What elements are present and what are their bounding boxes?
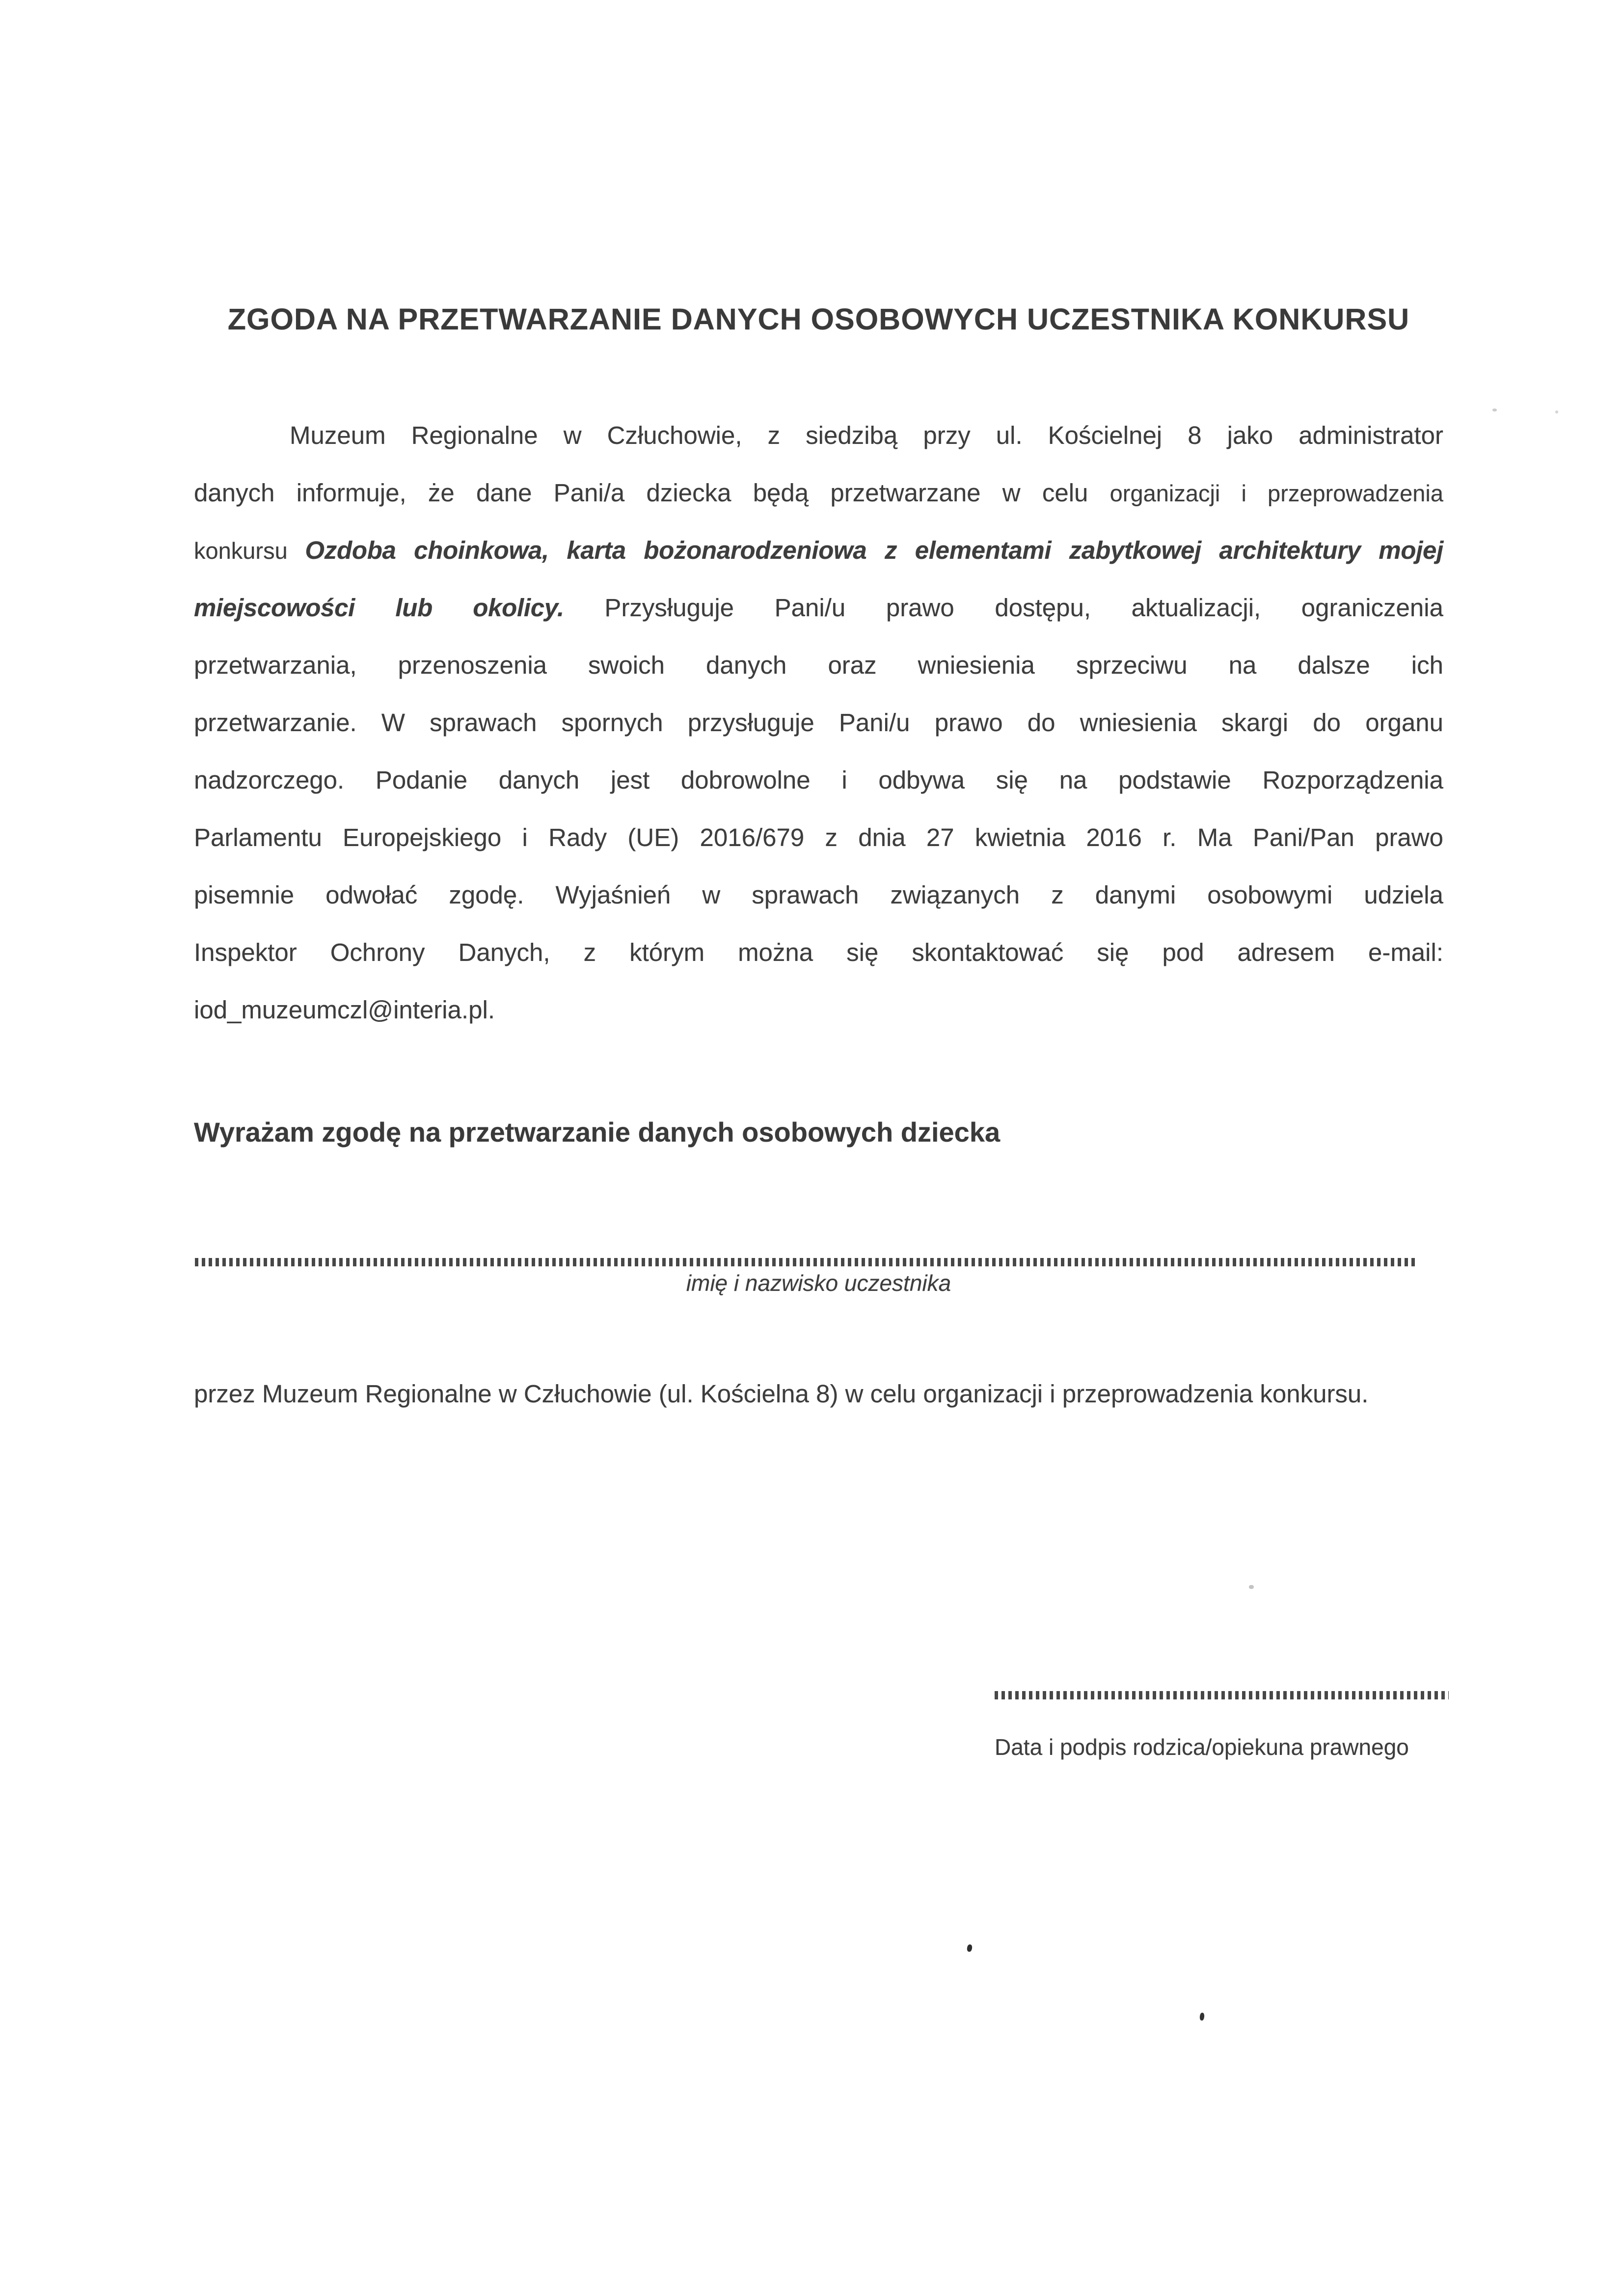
paragraph-text-segment: iod_muzeumczl@interia.pl.: [194, 996, 495, 1024]
paragraph-text-segment: Parlamentu Europejskiego i Rady (UE) 2016/679 z dnia 27 kwietnia 2016 r. Ma Pani/Pan prawo: [194, 823, 1443, 851]
paragraph-line: [194, 751, 1443, 809]
paragraph-line: [194, 981, 1443, 1039]
date-signature-dotted-line: [995, 1691, 1449, 1699]
paragraph-text-segment: przetwarzanie. W sprawach spornych przysługuje Pani/u prawo do wniesienia skargi do organu: [194, 709, 1443, 737]
paragraph-line: [194, 924, 1443, 981]
document-title: ZGODA NA PRZETWARZANIE DANYCH OSOBOWYCH UCZESTNIKA KONKURSU: [227, 302, 1410, 336]
scan-artifact-speck: [1199, 2013, 1205, 2021]
paragraph-line: [194, 694, 1443, 751]
paragraph-text-segment: Przysługuje Pani/u prawo dostępu, aktualizacji, ograniczenia: [564, 594, 1443, 622]
paragraph-text-segment: Muzeum Regionalne w Człuchowie, z siedzibą przy ul. Kościelnej 8 jako administrator: [290, 421, 1443, 449]
paragraph-text-segment: miejscowości lub okolicy.: [194, 594, 564, 622]
scan-artifact-speck: [1249, 1585, 1254, 1589]
paragraph-line: [194, 464, 1443, 521]
paragraph-text-segment: organizacji i przeprowadzenia: [1109, 480, 1443, 506]
paragraph-line: [194, 636, 1443, 694]
paragraph-line: [194, 866, 1443, 924]
paragraph-text-segment: Inspektor Ochrony Danych, z którym można się skontaktować się pod adresem e-mail:: [194, 938, 1443, 966]
paragraph-line: [194, 521, 1443, 579]
paragraph-text-segment: danych informuje, że dane Pani/a dziecka będą przetwarzane w celu: [194, 479, 1110, 507]
paragraph-text-segment: Ozdoba choinkowa, karta bożonarodzeniowa z elementami zabytkowej architektury mojej: [305, 536, 1443, 564]
consent-paragraph: [194, 407, 1443, 1039]
paragraph-text-segment: pisemnie odwołać zgodę. Wyjaśnień w sprawach związanych z danymi osobowymi udziela: [194, 881, 1443, 909]
paragraph-line: [194, 809, 1443, 866]
paragraph-text-segment: nadzorczego. Podanie danych jest dobrowolne i odbywa się na podstawie Rozporządzenia: [194, 766, 1443, 794]
paragraph-line: [194, 407, 1443, 464]
paragraph-line: [194, 579, 1443, 636]
paragraph-text-segment: konkursu: [194, 538, 305, 564]
date-signature-caption: Data i podpis rodzica/opiekuna prawnego: [995, 1734, 1409, 1760]
participant-name-dotted-line: [195, 1258, 1417, 1266]
consent-statement: Wyrażam zgodę na przetwarzanie danych osobowych dziecka: [194, 1117, 1001, 1148]
scan-artifact-speck: [1492, 409, 1497, 411]
purpose-line: przez Muzeum Regionalne w Człuchowie (ul. Kościelna 8) w celu organizacji i przeprowadzenia konkursu.: [194, 1380, 1369, 1408]
scan-artifact-speck: [967, 1944, 973, 1952]
paragraph-text-segment: przetwarzania, przenoszenia swoich danych oraz wniesienia sprzeciwu na dalsze ich: [194, 651, 1443, 679]
participant-name-caption: imię i nazwisko uczestnika: [686, 1270, 951, 1296]
scan-artifact-speck: [1555, 410, 1558, 413]
